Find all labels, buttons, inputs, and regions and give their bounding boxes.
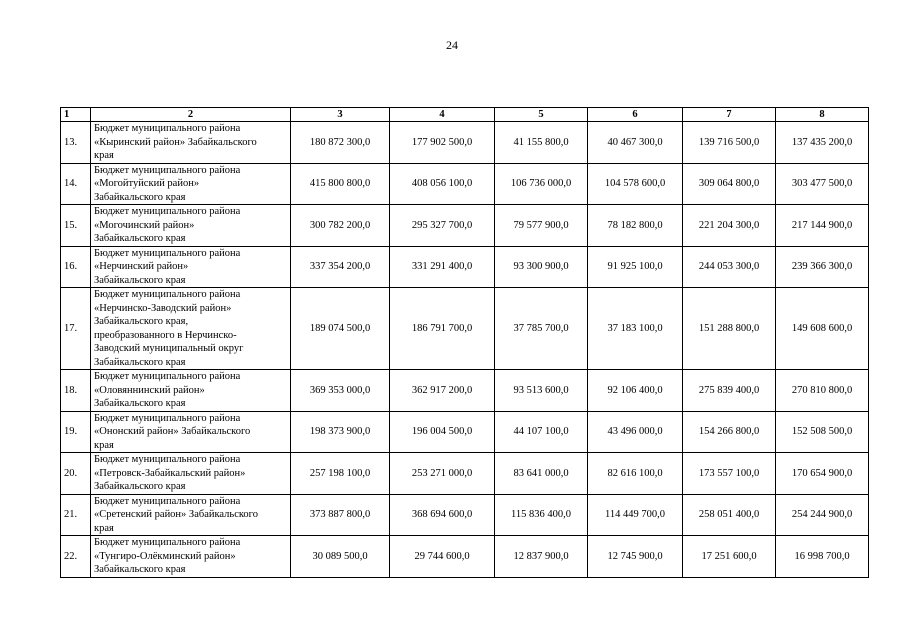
table-row	[61, 205, 869, 247]
column-header: 6	[588, 108, 683, 122]
budget-name-line: края	[94, 522, 114, 534]
budget-name-line: «Нерчинско-Заводский район»	[94, 302, 232, 314]
budget-name-line: Забайкальского края	[94, 233, 186, 244]
value-cell: 82 616 100,0	[588, 453, 683, 495]
column-header: 7	[683, 108, 776, 122]
budget-name-line: «Тунгиро-Олёкминский район»	[94, 550, 236, 562]
value-cell: 106 736 000,0	[495, 163, 588, 205]
value-cell: 258 051 400,0	[683, 494, 776, 536]
budget-name-line: Бюджет муниципального района	[94, 123, 241, 134]
value-cell: 189 074 500,0	[291, 288, 390, 370]
column-header: 8	[776, 108, 869, 122]
budget-name-line: «Сретенский район» Забайкальского	[94, 509, 258, 520]
value-cell: 295 327 700,0	[390, 205, 495, 247]
value-cell: 93 513 600,0	[495, 370, 588, 412]
budget-name	[91, 163, 291, 205]
table-row	[61, 494, 869, 536]
row-number: 21.	[61, 494, 91, 536]
value-cell: 362 917 200,0	[390, 370, 495, 412]
budget-name-line: Забайкальского края	[94, 481, 186, 492]
value-cell: 114 449 700,0	[588, 494, 683, 536]
budget-name-line: «Могочинский район»	[94, 219, 195, 231]
budget-name-line: края	[94, 150, 114, 161]
column-header: 4	[390, 108, 495, 122]
table-row	[61, 411, 869, 453]
value-cell: 78 182 800,0	[588, 205, 683, 247]
value-cell: 369 353 000,0	[291, 370, 390, 412]
value-cell: 115 836 400,0	[495, 494, 588, 536]
budget-name-line: Бюджет муниципального района	[94, 289, 241, 300]
budget-name-line: Забайкальского края	[94, 356, 186, 368]
budget-name-line: Бюджет муниципального района	[94, 206, 241, 217]
value-cell: 173 557 100,0	[683, 453, 776, 495]
budget-name-line: «Оловяннинский район»	[94, 384, 205, 396]
budget-name-line: Заводский муниципальный округ	[94, 343, 244, 354]
budget-name-line: Бюджет муниципального района	[94, 371, 241, 382]
value-cell: 154 266 800,0	[683, 411, 776, 453]
row-number: 14.	[61, 163, 91, 205]
page-number: 24	[446, 38, 458, 52]
row-number: 22.	[61, 536, 91, 578]
row-number: 20.	[61, 453, 91, 495]
budget-name	[91, 494, 291, 536]
value-cell: 151 288 800,0	[683, 288, 776, 370]
value-cell: 275 839 400,0	[683, 370, 776, 412]
budget-name-line: Забайкальского края	[94, 564, 186, 575]
value-cell: 79 577 900,0	[495, 205, 588, 247]
table-header-row	[61, 108, 869, 122]
column-header: 5	[495, 108, 588, 122]
row-number: 18.	[61, 370, 91, 412]
value-cell: 309 064 800,0	[683, 163, 776, 205]
value-cell: 253 271 000,0	[390, 453, 495, 495]
row-number: 17.	[61, 288, 91, 370]
value-cell: 29 744 600,0	[390, 536, 495, 578]
value-cell: 244 053 300,0	[683, 246, 776, 288]
value-cell: 12 745 900,0	[588, 536, 683, 578]
value-cell: 149 608 600,0	[776, 288, 869, 370]
table-row	[61, 453, 869, 495]
value-cell: 137 435 200,0	[776, 122, 869, 164]
value-cell: 170 654 900,0	[776, 453, 869, 495]
table-row	[61, 122, 869, 164]
value-cell: 198 373 900,0	[291, 411, 390, 453]
column-header: 1	[61, 108, 91, 122]
value-cell: 217 144 900,0	[776, 205, 869, 247]
budget-name-line: Забайкальского края	[94, 274, 186, 286]
value-cell: 37 785 700,0	[495, 288, 588, 370]
table-row	[61, 288, 869, 370]
value-cell: 152 508 500,0	[776, 411, 869, 453]
value-cell: 415 800 800,0	[291, 163, 390, 205]
budget-name-line: «Кыринский район» Забайкальского	[94, 136, 257, 148]
value-cell: 43 496 000,0	[588, 411, 683, 453]
budget-name-line: Бюджет муниципального района	[94, 247, 241, 259]
budget-name-line: «Нерчинский район»	[94, 261, 189, 272]
value-cell: 270 810 800,0	[776, 370, 869, 412]
value-cell: 16 998 700,0	[776, 536, 869, 578]
budget-name-line: «Ононский район» Забайкальского	[94, 426, 251, 437]
budget-name-line: Забайкальского края	[94, 191, 186, 203]
value-cell: 91 925 100,0	[588, 246, 683, 288]
budget-name-line: Забайкальского края	[94, 398, 186, 409]
budget-name	[91, 370, 291, 412]
value-cell: 257 198 100,0	[291, 453, 390, 495]
value-cell: 186 791 700,0	[390, 288, 495, 370]
table-row	[61, 246, 869, 288]
budget-name-line: Бюджет муниципального района	[94, 454, 241, 465]
value-cell: 303 477 500,0	[776, 163, 869, 205]
value-cell: 40 467 300,0	[588, 122, 683, 164]
column-header: 2	[91, 108, 291, 122]
budget-name-line: преобразованного в Нерчинско-	[94, 329, 237, 341]
value-cell: 44 107 100,0	[495, 411, 588, 453]
column-header: 3	[291, 108, 390, 122]
value-cell: 83 641 000,0	[495, 453, 588, 495]
value-cell: 337 354 200,0	[291, 246, 390, 288]
value-cell: 177 902 500,0	[390, 122, 495, 164]
budget-name-line: края	[94, 439, 114, 451]
budget-name-line: Бюджет муниципального района	[94, 412, 241, 424]
table-body	[61, 122, 869, 578]
budget-table	[60, 107, 869, 578]
value-cell: 30 089 500,0	[291, 536, 390, 578]
value-cell: 104 578 600,0	[588, 163, 683, 205]
value-cell: 300 782 200,0	[291, 205, 390, 247]
budget-name-line: Бюджет муниципального района	[94, 537, 241, 548]
budget-name	[91, 205, 291, 247]
value-cell: 92 106 400,0	[588, 370, 683, 412]
value-cell: 254 244 900,0	[776, 494, 869, 536]
value-cell: 139 716 500,0	[683, 122, 776, 164]
budget-name	[91, 453, 291, 495]
table-row	[61, 370, 869, 412]
budget-name-line: «Петровск-Забайкальский район»	[94, 467, 246, 479]
value-cell: 41 155 800,0	[495, 122, 588, 164]
value-cell: 37 183 100,0	[588, 288, 683, 370]
budget-name-line: Бюджет муниципального района	[94, 164, 241, 176]
value-cell: 180 872 300,0	[291, 122, 390, 164]
row-number: 16.	[61, 246, 91, 288]
value-cell: 17 251 600,0	[683, 536, 776, 578]
value-cell: 12 837 900,0	[495, 536, 588, 578]
value-cell: 221 204 300,0	[683, 205, 776, 247]
value-cell: 239 366 300,0	[776, 246, 869, 288]
budget-name	[91, 122, 291, 164]
budget-name	[91, 411, 291, 453]
table-row	[61, 163, 869, 205]
budget-name	[91, 246, 291, 288]
budget-name	[91, 536, 291, 578]
value-cell: 331 291 400,0	[390, 246, 495, 288]
row-number: 15.	[61, 205, 91, 247]
value-cell: 196 004 500,0	[390, 411, 495, 453]
budget-name-line: Бюджет муниципального района	[94, 495, 241, 507]
budget-name-line: «Могойтуйский район»	[94, 178, 200, 189]
value-cell: 408 056 100,0	[390, 163, 495, 205]
value-cell: 373 887 800,0	[291, 494, 390, 536]
row-number: 19.	[61, 411, 91, 453]
budget-name-line: Забайкальского края,	[94, 316, 189, 327]
value-cell: 93 300 900,0	[495, 246, 588, 288]
budget-name	[91, 288, 291, 370]
row-number: 13.	[61, 122, 91, 164]
table-row	[61, 536, 869, 578]
value-cell: 368 694 600,0	[390, 494, 495, 536]
